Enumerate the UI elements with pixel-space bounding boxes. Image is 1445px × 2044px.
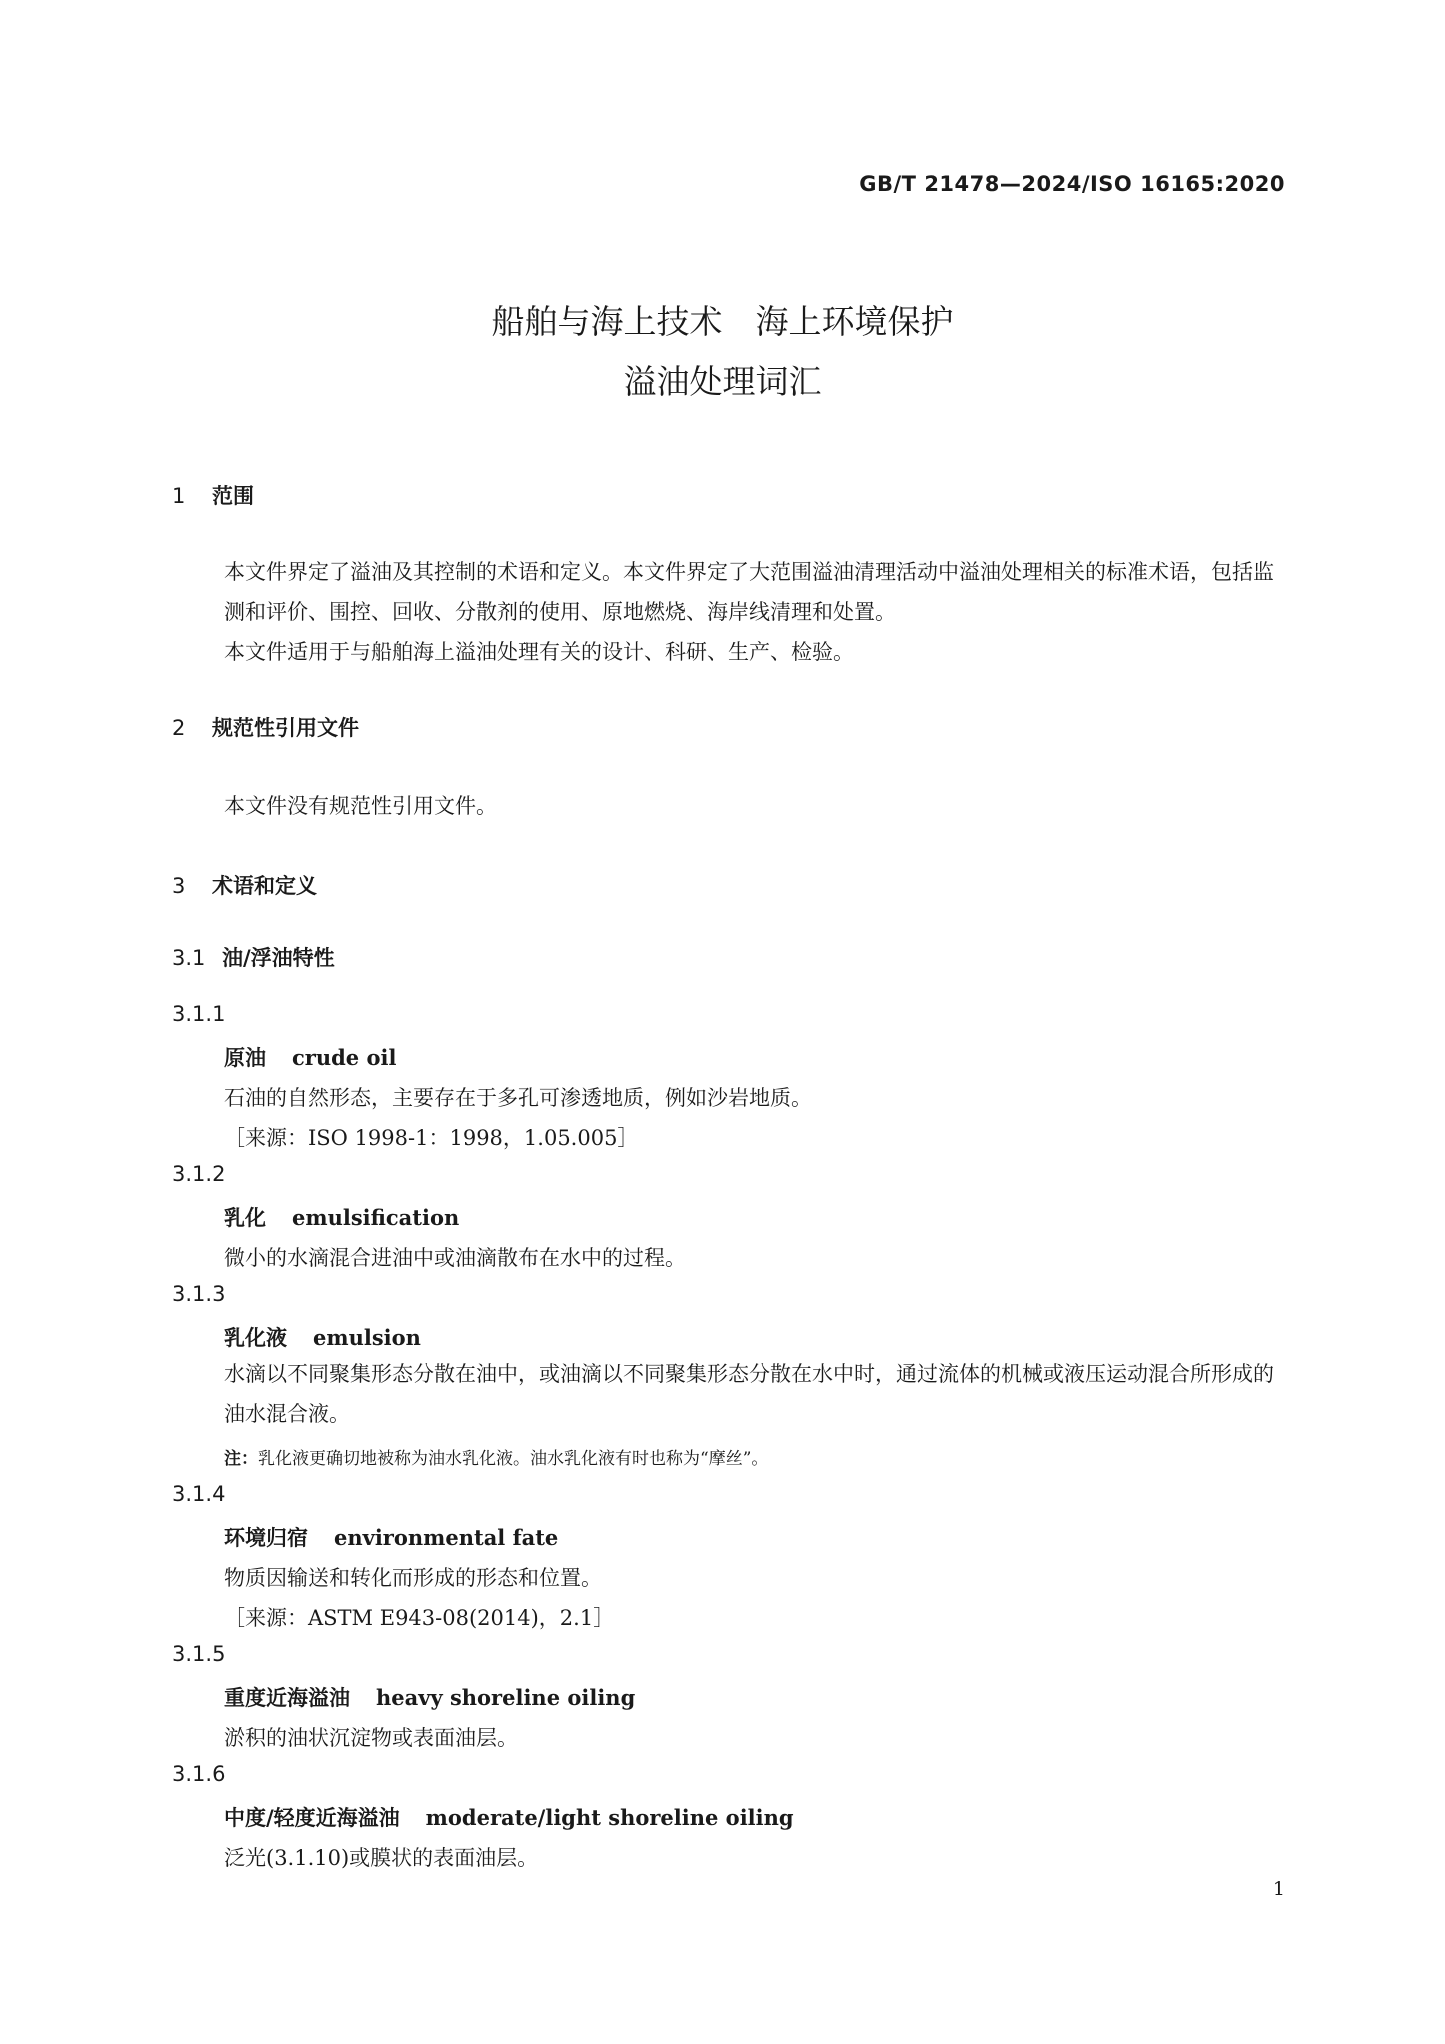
entry-number: 3.1.6 (172, 1762, 226, 1786)
term-3-1-4 (224, 1522, 558, 1552)
term-cn: 原油 (224, 1046, 266, 1070)
term-cn: 重度近海溢油 (224, 1686, 350, 1710)
term-en: environmental fate (334, 1525, 559, 1550)
note-text: 乳化液更确切地被称为油水乳化液。油水乳化液有时也称为“摩丝”。 (258, 1449, 769, 1469)
section-3-1-heading (172, 942, 335, 972)
definition: 物质因输送和转化而形成的形态和位置。 (224, 1566, 602, 1590)
source-reference: ［来源：ASTM E943-08(2014)，2.1］ (224, 1606, 615, 1630)
entry-number: 3.1.2 (172, 1162, 226, 1186)
section-3-heading (172, 870, 317, 900)
section-1-heading (172, 480, 254, 510)
definition: 石油的自然形态，主要存在于多孔可渗透地质，例如沙岩地质。 (224, 1086, 812, 1110)
page-number: 1 (1272, 1878, 1285, 1900)
section-1-paragraph-2: 本文件适用于与船舶海上溢油处理有关的设计、科研、生产、检验。 (224, 640, 854, 664)
term-en: crude oil (292, 1045, 397, 1070)
section-1-paragraph-1: 本文件界定了溢油及其控制的术语和定义。本文件界定了大范围溢油清理活动中溢油处理相关的标准术语，包括监测和评价、围控、回收、分散剂的使用、原地燃烧、海岸线清理和处置。 (224, 560, 1274, 624)
term-3-1-6 (224, 1802, 794, 1832)
term-cn: 中度/轻度近海溢油 (224, 1806, 400, 1830)
section-title: 油/浮油特性 (222, 946, 335, 970)
entry-number: 3.1.5 (172, 1642, 226, 1666)
section-2-heading (172, 712, 359, 742)
section-2-paragraph-1: 本文件没有规范性引用文件。 (224, 794, 497, 818)
document-title-line1: 船舶与海上技术 海上环境保护 (491, 302, 954, 341)
term-3-1-1 (224, 1042, 396, 1072)
term-3-1-2 (224, 1202, 459, 1232)
section-title: 规范性引用文件 (212, 716, 359, 740)
document-title-line2: 溢油处理词汇 (623, 362, 822, 401)
source-reference: ［来源：ISO 1998-1：1998，1.05.005］ (224, 1126, 639, 1150)
definition: 水滴以不同聚集形态分散在油中，或油滴以不同聚集形态分散在水中时，通过流体的机械或液压运动混合所形成的油水混合液。 (224, 1362, 1274, 1426)
term-en: heavy shoreline oiling (376, 1685, 636, 1710)
term-3-1-3 (224, 1322, 421, 1352)
section-number: 2 (172, 716, 186, 740)
term-cn: 乳化 (224, 1206, 266, 1230)
section-number: 1 (172, 484, 186, 508)
term-en: emulsion (313, 1325, 421, 1350)
section-number: 3 (172, 874, 186, 898)
term-3-1-5 (224, 1682, 635, 1712)
section-title: 术语和定义 (212, 874, 317, 898)
entry-number: 3.1.4 (172, 1482, 226, 1506)
definition: 微小的水滴混合进油中或油滴散布在水中的过程。 (224, 1246, 686, 1270)
definition: 淤积的油状沉淀物或表面油层。 (224, 1726, 518, 1750)
entry-number: 3.1.1 (172, 1002, 226, 1026)
definition: 泛光(3.1.10)或膜状的表面油层。 (224, 1846, 539, 1870)
term-cn: 环境归宿 (224, 1526, 308, 1550)
entry-number: 3.1.3 (172, 1282, 226, 1306)
note-label: 注： (224, 1449, 258, 1469)
term-cn: 乳化液 (224, 1326, 287, 1350)
note (224, 1444, 768, 1469)
section-title: 范围 (212, 484, 254, 508)
standard-code: GB/T 21478—2024/ISO 16165:2020 (859, 172, 1285, 196)
term-en: moderate/light shoreline oiling (425, 1805, 794, 1830)
term-en: emulsification (292, 1205, 460, 1230)
section-number: 3.1 (172, 946, 206, 970)
